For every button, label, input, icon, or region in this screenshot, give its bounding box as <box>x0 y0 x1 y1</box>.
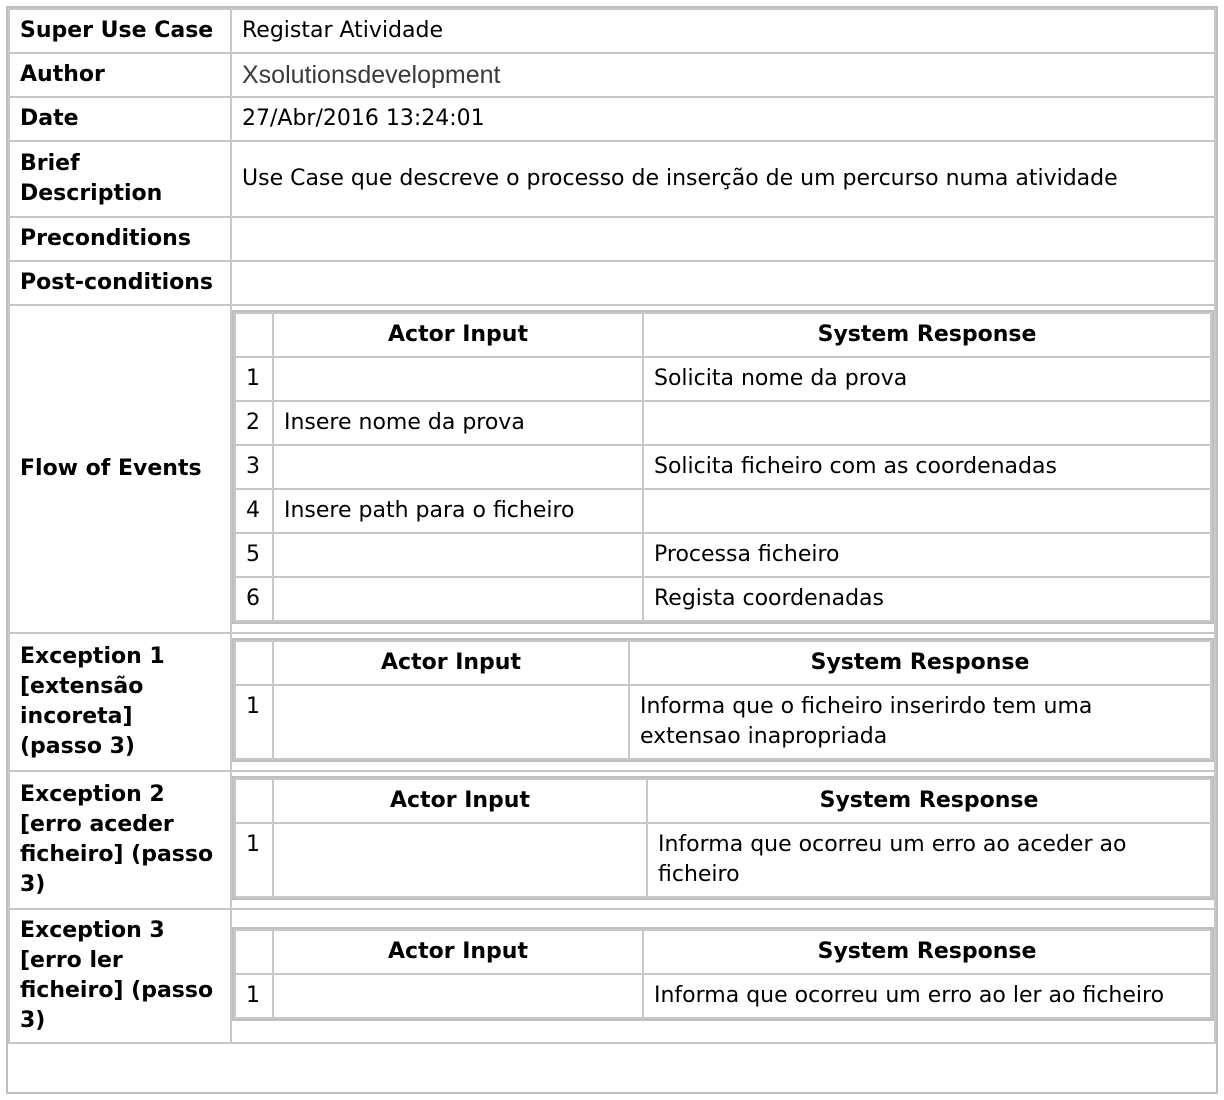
actor-input: Insere nome da prova <box>273 401 643 445</box>
row-flow-of-events <box>9 305 1215 633</box>
step-number: 1 <box>235 685 273 759</box>
author-label: Author <box>9 53 231 97</box>
super-use-case-value: Registar Atividade <box>231 9 1215 53</box>
system-response: Informa que o ficheiro inserirdo tem uma extensao inapropriada <box>629 685 1211 759</box>
row-super-use-case <box>9 9 1215 53</box>
system-response <box>643 489 1211 533</box>
exception-header-system: System Response <box>629 641 1211 685</box>
row-exception-1 <box>9 633 1215 771</box>
system-response: Solicita nome da prova <box>643 357 1211 401</box>
row-exception-2 <box>9 771 1215 909</box>
exception-row <box>235 685 1211 759</box>
date-value: 27/Abr/2016 13:24:01 <box>231 97 1215 141</box>
flow-header-num <box>235 313 273 357</box>
exception-header-row <box>235 641 1211 685</box>
actor-input <box>273 533 643 577</box>
brief-description-label: Brief Description <box>9 141 231 217</box>
flow-row <box>235 401 1211 445</box>
step-number: 1 <box>235 823 273 897</box>
step-number: 2 <box>235 401 273 445</box>
use-case-table <box>8 8 1216 1044</box>
step-number: 1 <box>235 357 273 401</box>
exception-header-row <box>235 779 1211 823</box>
actor-input: Insere path para o ficheiro <box>273 489 643 533</box>
system-response: Processa ficheiro <box>643 533 1211 577</box>
step-number: 3 <box>235 445 273 489</box>
preconditions-value <box>231 217 1215 261</box>
flow-row <box>235 489 1211 533</box>
flow-row <box>235 533 1211 577</box>
step-number: 4 <box>235 489 273 533</box>
exception-3-table <box>234 929 1212 1019</box>
use-case-document <box>6 6 1218 1094</box>
super-use-case-label: Super Use Case <box>9 9 231 53</box>
row-postconditions <box>9 261 1215 305</box>
actor-input <box>273 823 647 897</box>
date-label: Date <box>9 97 231 141</box>
exception-row <box>235 823 1211 897</box>
flow-of-events-label: Flow of Events <box>9 305 231 633</box>
exception-3-cell <box>231 909 1215 1043</box>
exception-header-system: System Response <box>643 930 1211 974</box>
flow-header-row <box>235 313 1211 357</box>
flow-of-events-table <box>234 312 1212 622</box>
row-date <box>9 97 1215 141</box>
step-number: 5 <box>235 533 273 577</box>
exception-header-num <box>235 779 273 823</box>
author-value: Xsolutionsdevelopment <box>231 53 1215 97</box>
flow-header-actor: Actor Input <box>273 313 643 357</box>
preconditions-label: Preconditions <box>9 217 231 261</box>
row-author <box>9 53 1215 97</box>
actor-input <box>273 357 643 401</box>
postconditions-label: Post-conditions <box>9 261 231 305</box>
actor-input <box>273 577 643 621</box>
flow-row <box>235 445 1211 489</box>
step-number: 1 <box>235 974 273 1018</box>
postconditions-value <box>231 261 1215 305</box>
step-number: 6 <box>235 577 273 621</box>
exception-header-actor: Actor Input <box>273 641 629 685</box>
exception-header-system: System Response <box>647 779 1211 823</box>
exception-header-num <box>235 641 273 685</box>
exception-header-num <box>235 930 273 974</box>
exception-3-label: Exception 3 [erro ler ficheiro] (passo 3) <box>9 909 231 1043</box>
exception-2-table <box>234 778 1212 898</box>
exception-2-cell <box>231 771 1215 909</box>
exception-row <box>235 974 1211 1018</box>
row-preconditions <box>9 217 1215 261</box>
exception-header-row <box>235 930 1211 974</box>
exception-1-cell <box>231 633 1215 771</box>
flow-row <box>235 577 1211 621</box>
exception-header-actor: Actor Input <box>273 930 643 974</box>
exception-2-label: Exception 2 [erro aceder ficheiro] (passo 3) <box>9 771 231 909</box>
actor-input <box>273 445 643 489</box>
system-response: Informa que ocorreu um erro ao aceder ao ficheiro <box>647 823 1211 897</box>
flow-header-system: System Response <box>643 313 1211 357</box>
row-brief-description <box>9 141 1215 217</box>
system-response <box>643 401 1211 445</box>
flow-row <box>235 357 1211 401</box>
exception-1-label: Exception 1 [extensão incoreta] (passo 3) <box>9 633 231 771</box>
system-response: Informa que ocorreu um erro ao ler ao ficheiro <box>643 974 1211 1018</box>
exception-1-table <box>234 640 1212 760</box>
brief-description-value: Use Case que descreve o processo de inserção de um percurso numa atividade <box>231 141 1215 217</box>
system-response: Solicita ficheiro com as coordenadas <box>643 445 1211 489</box>
system-response: Regista coordenadas <box>643 577 1211 621</box>
actor-input <box>273 974 643 1018</box>
actor-input <box>273 685 629 759</box>
exception-header-actor: Actor Input <box>273 779 647 823</box>
row-exception-3 <box>9 909 1215 1043</box>
flow-of-events-cell <box>231 305 1215 633</box>
